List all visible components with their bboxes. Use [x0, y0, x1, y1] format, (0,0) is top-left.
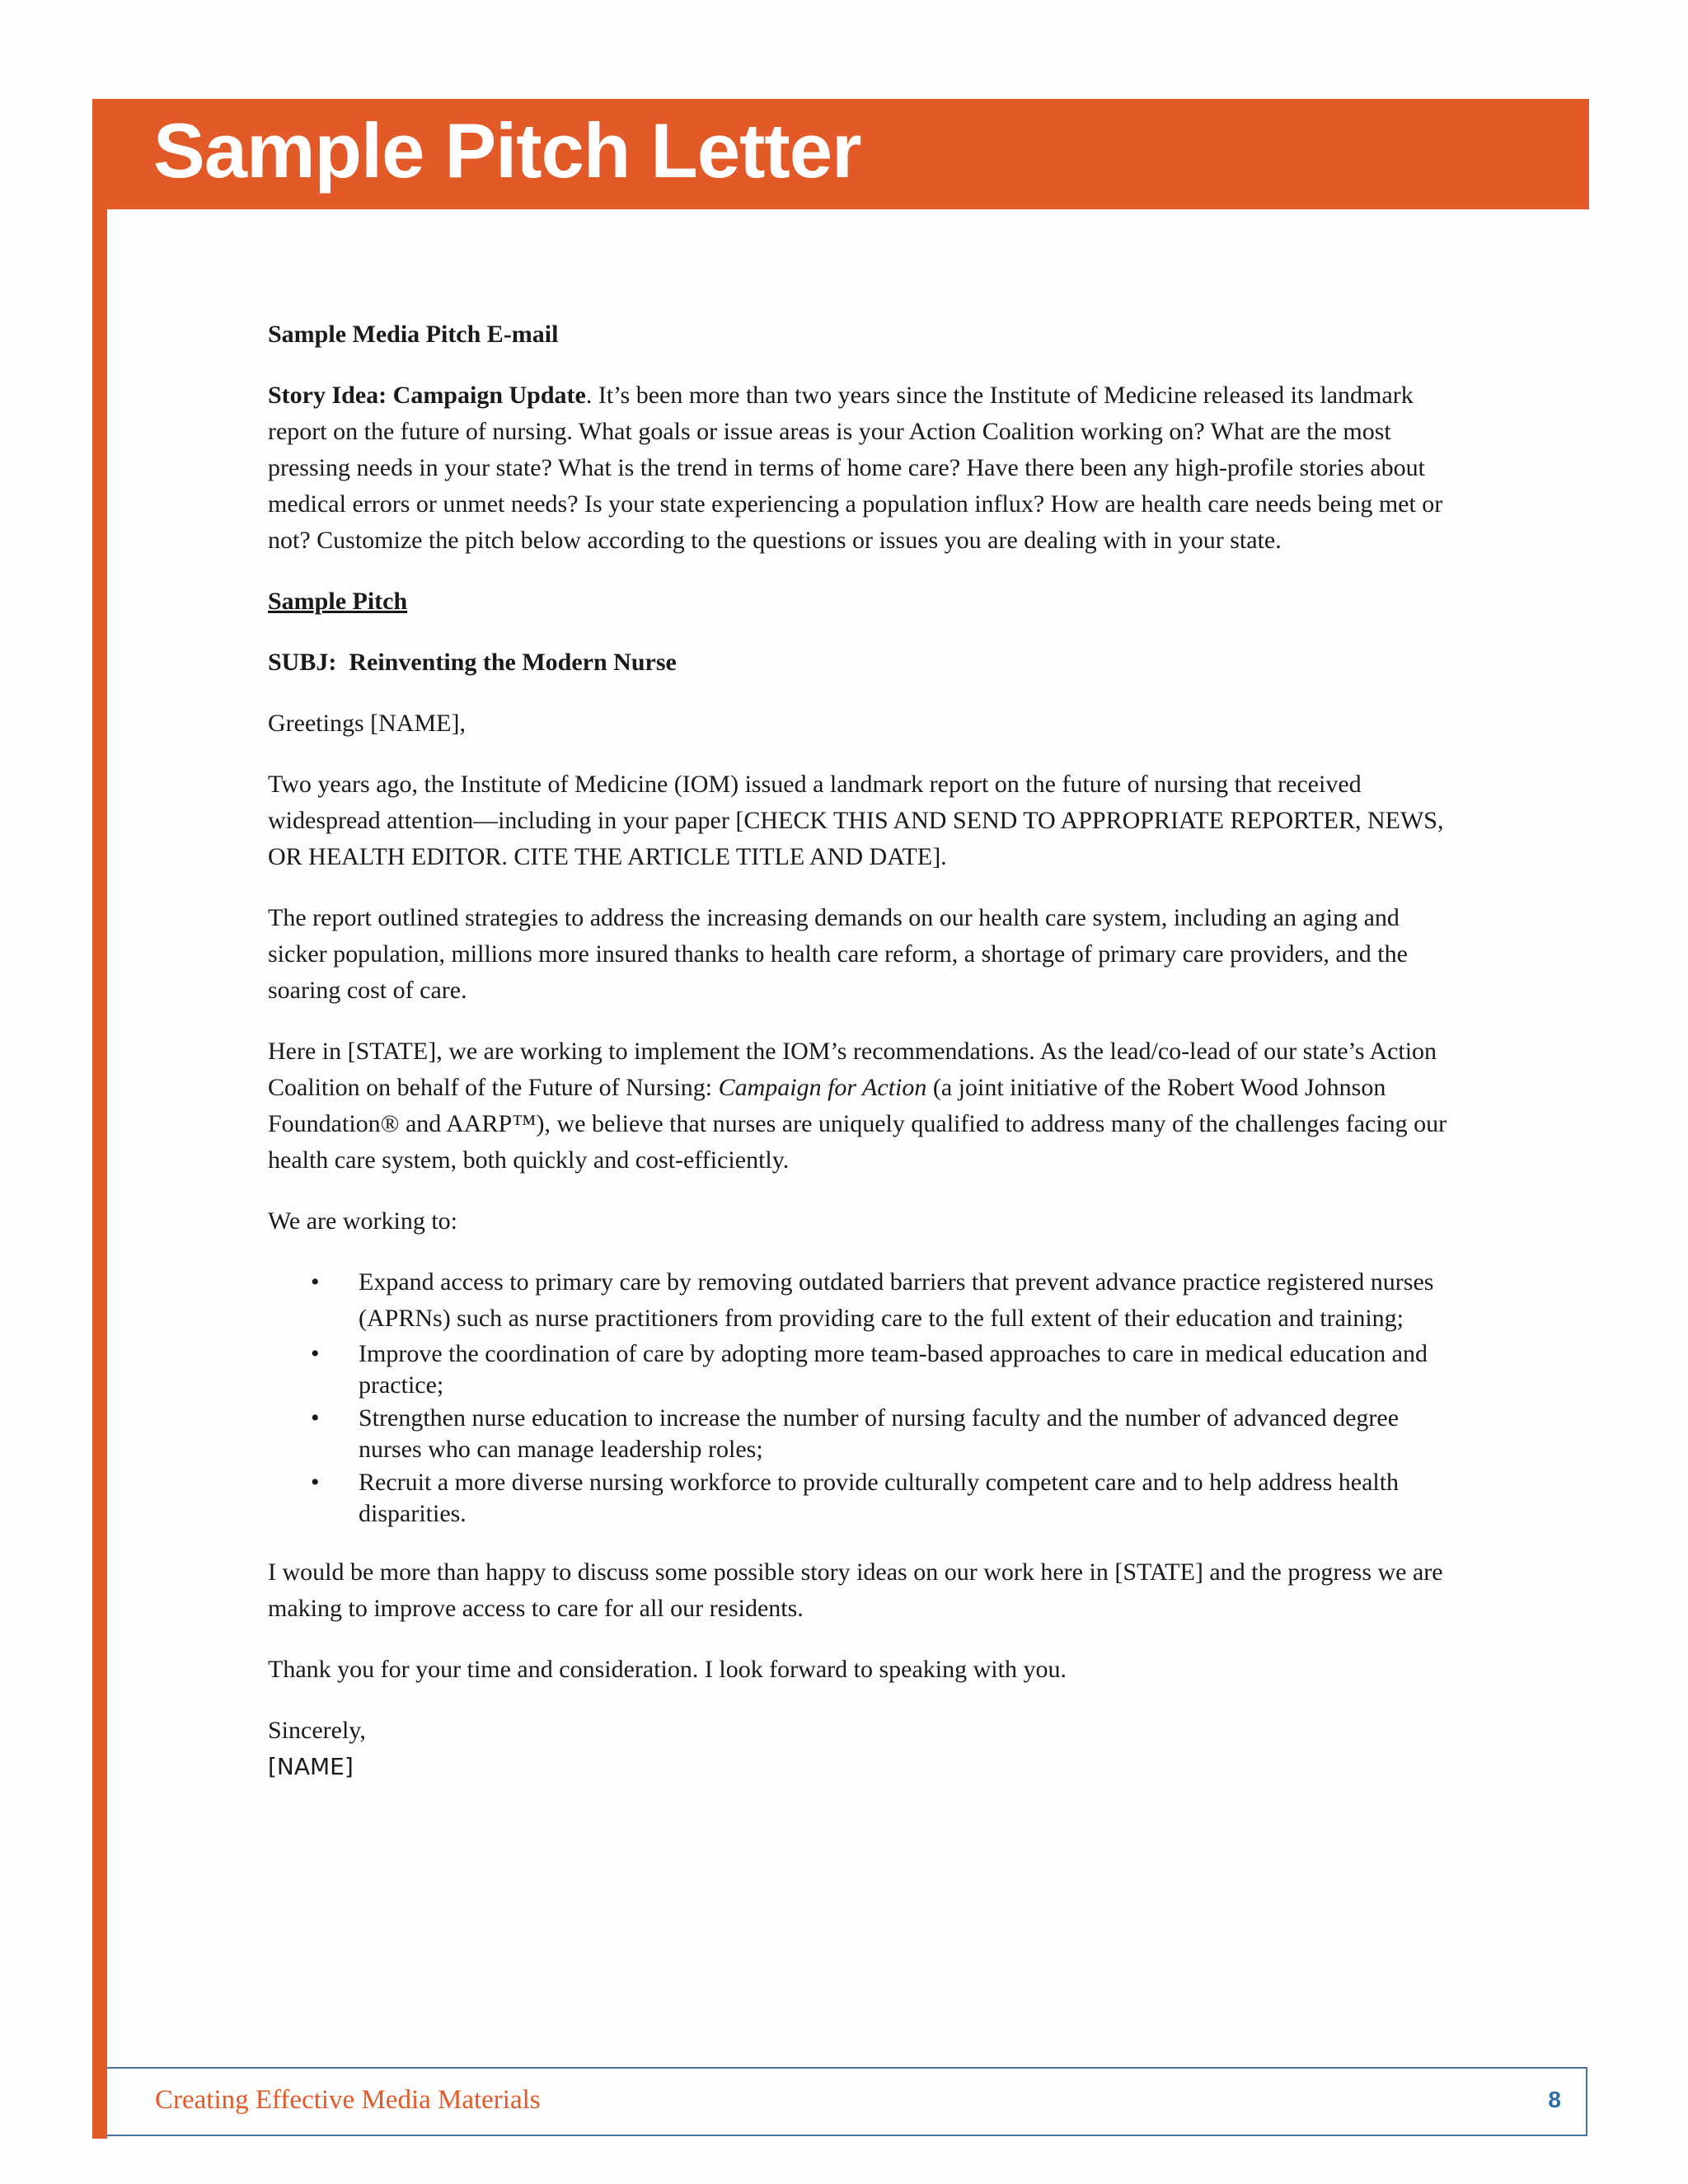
story-idea-label: Story Idea: Campaign Update: [268, 382, 586, 409]
greeting: Greetings [NAME],: [268, 710, 466, 737]
section-heading: Sample Media Pitch E-mail: [268, 321, 559, 348]
list-item: [311, 1403, 1455, 1465]
closing: Sincerely,: [268, 1717, 366, 1744]
bullet-icon: •: [311, 1404, 320, 1432]
signature-name: [NAME]: [268, 1753, 354, 1780]
bullet-icon: •: [311, 1268, 320, 1296]
campaign-for-action: Campaign for Action: [718, 1074, 927, 1101]
working-to-list: [268, 1264, 1455, 1530]
bullet-icon: •: [311, 1340, 320, 1367]
paragraph-state-action-end: (a joint initiative of the Robert Wood Johnson Foundation® and AARP™), we believe that nurses are uniquely qualified to address many of the challenges facing our health care system, both quickly and cost-efficiently.: [268, 1074, 1447, 1174]
list-item-text: Expand access to primary care by removing outdated barriers that prevent advance practice registered nurses (APRNs) such as nurse practitioners from providing care to the full extent of their education and training;: [359, 1268, 1434, 1332]
paragraph-iom-report: Two years ago, the Institute of Medicine (IOM) issued a landmark report on the future of nursing that received widespread attention—including in your paper [CHECK THIS AND SEND TO APPROPRIATE REPORTER, NEWS, OR HEALTH EDITOR. CITE THE ARTICLE TITLE AND DATE].: [268, 771, 1444, 870]
left-accent-bar: [92, 99, 107, 2139]
bullet-icon: •: [311, 1469, 320, 1496]
paragraph-discuss: I would be more than happy to discuss some possible story ideas on our work here in [STATE] and the progress we are making to improve access to care for all our residents.: [268, 1558, 1443, 1622]
list-item: [311, 1338, 1455, 1401]
subject-line: SUBJ: Reinventing the Modern Nurse: [268, 649, 677, 676]
page-number: 8: [1548, 2087, 1561, 2112]
list-item-text: Recruit a more diverse nursing workforce to provide culturally competent care and to help address health disparities.: [359, 1469, 1400, 1527]
page-title: Sample Pitch Letter: [153, 107, 861, 194]
footer-title: Creating Effective Media Materials: [155, 2085, 541, 2115]
page-footer: [107, 2067, 1587, 2136]
list-item-text: Strengthen nurse education to increase the number of nursing faculty and the number of advanced degree nurses who can manage leadership roles;: [359, 1404, 1400, 1463]
story-idea-paragraph: [268, 377, 1455, 559]
story-idea-text: . It’s been more than two years since the Institute of Medicine released its landmark report on the future of nursing. What goals or issue areas is your Action Coalition working on? What are the most pressing needs in your state? What is the trend in terms of home care? Have there been any high-profile stories about medical errors or unmet needs? Is your state experiencing a population influx? How are health care needs being met or not? Customize the pitch below according to the questions or issues you are dealing with in your state.: [268, 382, 1443, 554]
paragraph-state-action: [268, 1033, 1455, 1179]
list-item: [311, 1467, 1455, 1530]
list-intro: We are working to:: [268, 1207, 458, 1235]
sample-pitch-heading: Sample Pitch: [268, 588, 408, 615]
signoff: [268, 1713, 1455, 1785]
paragraph-report-strategies: The report outlined strategies to address the increasing demands on our health care system, including an aging and sicker population, millions more insured thanks to health care reform, a shortage of primary care providers, and the soaring cost of care.: [268, 904, 1408, 1004]
list-item: [311, 1264, 1455, 1337]
letter-content: [268, 316, 1455, 1785]
paragraph-thanks: Thank you for your time and consideration. I look forward to speaking with you.: [268, 1656, 1067, 1683]
paragraph-state-action-start: Here in [STATE], we are working to implement the IOM’s recommendations. As the lead/co-lead of our state’s Action Coalition on behalf of the Future of Nursing:: [268, 1038, 1437, 1101]
list-item-text: Improve the coordination of care by adopting more team-based approaches to care in medical education and practice;: [359, 1340, 1428, 1399]
